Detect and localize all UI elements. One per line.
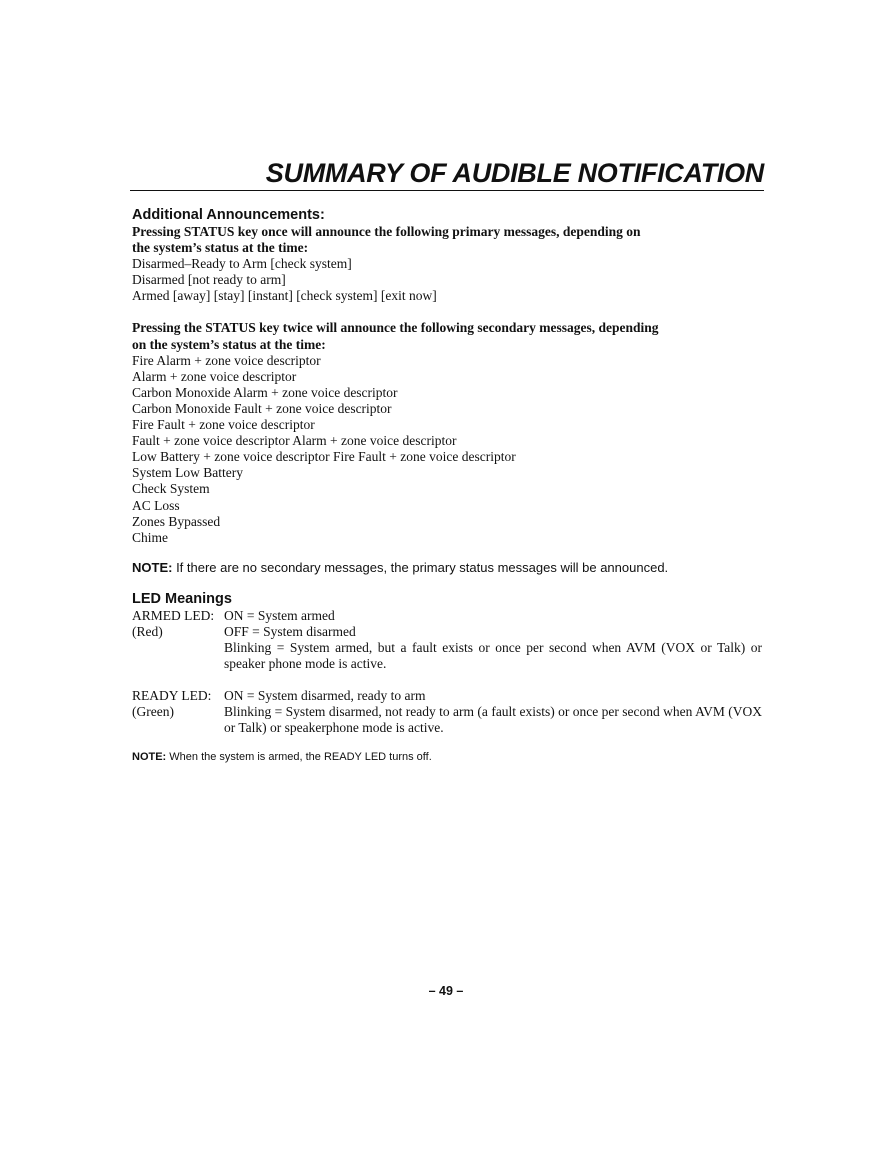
ready-led-on: ON = System disarmed, ready to arm (224, 688, 426, 704)
secondary-intro-line: Pressing the STATUS key twice will announce the following secondary messages, depending (132, 320, 659, 336)
spacer (132, 304, 762, 320)
list-item: Check System (132, 481, 210, 497)
list-item: Disarmed [not ready to arm] (132, 272, 286, 288)
page-number: – 49 – (428, 984, 464, 998)
note-label: NOTE: (132, 751, 167, 764)
secondary-note (132, 560, 762, 576)
ready-led-block (132, 688, 762, 736)
armed-led-block (132, 608, 762, 672)
list-item: Carbon Monoxide Alarm + zone voice descriptor (132, 384, 398, 400)
ready-led-note (132, 750, 762, 764)
list-item: Chime (132, 529, 168, 545)
title-rule (130, 190, 764, 191)
list-item: Fire Alarm + zone voice descriptor (132, 352, 321, 368)
spacer (132, 546, 762, 560)
secondary-messages-list (132, 353, 762, 546)
armed-led-off: OFF = System disarmed (224, 623, 356, 639)
armed-led-on: ON = System armed (224, 607, 335, 623)
ready-led-color: (Green) (132, 704, 174, 720)
list-item: Armed [away] [stay] [instant] [check system] [exit now] (132, 288, 437, 304)
ready-led-name: READY LED: (132, 688, 212, 704)
primary-intro-line: the system’s status at the time: (132, 240, 309, 256)
ready-led-labels (132, 688, 224, 736)
list-item: Carbon Monoxide Fault + zone voice descriptor (132, 400, 392, 416)
spacer (132, 736, 762, 750)
armed-led-color: (Red) (132, 623, 163, 639)
list-item: Alarm + zone voice descriptor (132, 368, 297, 384)
list-item: Low Battery + zone voice descriptor Fire Fault + zone voice descriptor (132, 449, 516, 465)
list-item: Zones Bypassed (132, 513, 221, 529)
list-item: Fault + zone voice descriptor Alarm + zone voice descriptor (132, 433, 457, 449)
list-item: System Low Battery (132, 465, 243, 481)
list-item: Disarmed–Ready to Arm [check system] (132, 256, 352, 272)
armed-led-labels (132, 608, 224, 672)
ready-led-blinking: Blinking = System disarmed, not ready to arm (a fault exists) or once per second when AVM (VOX or Talk) or speakerphone mode is active. (224, 704, 762, 736)
page-title: SUMMARY OF AUDIBLE NOTIFICATION (265, 158, 764, 188)
led-meanings-heading: LED Meanings (132, 590, 232, 607)
page-content (132, 206, 762, 764)
note-text: If there are no secondary messages, the primary status messages will be announced. (172, 559, 669, 575)
secondary-intro (132, 320, 762, 352)
note-label: NOTE: (132, 559, 173, 575)
secondary-intro-line: on the system’s status at the time: (132, 336, 326, 352)
additional-announcements-heading: Additional Announcements: (132, 207, 325, 223)
armed-led-states (224, 608, 762, 672)
list-item: AC Loss (132, 497, 180, 513)
primary-messages-list (132, 256, 762, 304)
primary-intro (132, 224, 762, 256)
spacer (132, 672, 762, 688)
primary-intro-line: Pressing STATUS key once will announce the following primary messages, depending on (132, 224, 641, 239)
note-text: When the system is armed, the READY LED turns off. (166, 751, 432, 764)
ready-led-states (224, 688, 762, 736)
spacer (132, 576, 762, 590)
armed-led-name: ARMED LED: (132, 607, 215, 623)
armed-led-blinking: Blinking = System armed, but a fault exists or once per second when AVM (VOX or Talk) or speaker phone mode is active. (224, 639, 762, 672)
list-item: Fire Fault + zone voice descriptor (132, 417, 315, 433)
